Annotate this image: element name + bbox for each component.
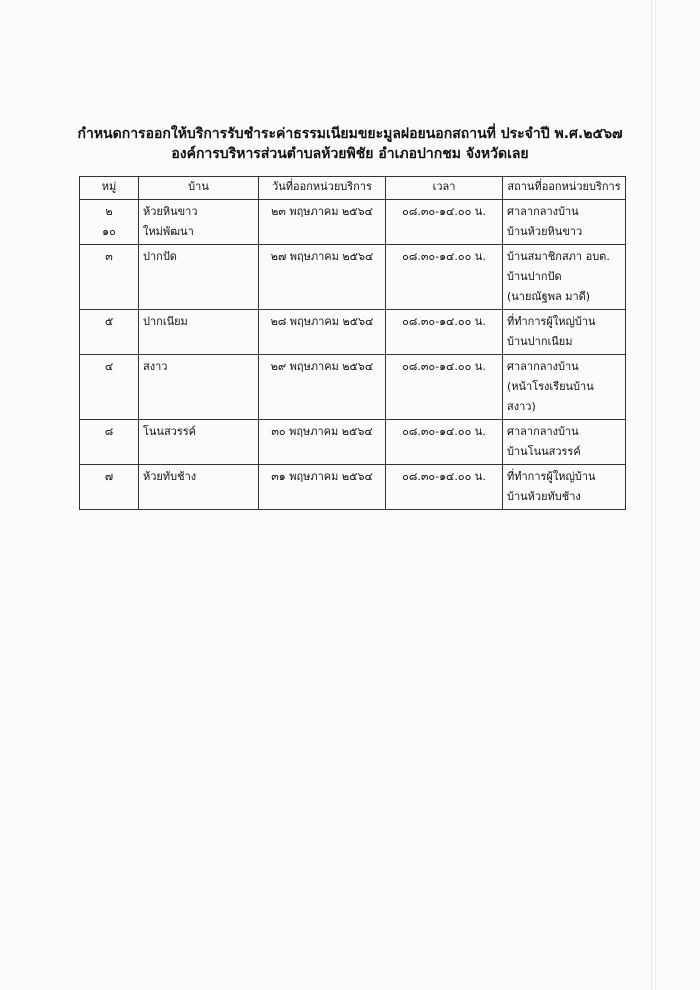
table-row (80, 420, 626, 465)
moo-value: ๗ (104, 470, 114, 483)
table-header-row (80, 177, 626, 200)
table-row (80, 245, 626, 310)
village-name: ห้วยทับช้าง (143, 470, 197, 483)
cell-time: ๐๘.๓๐-๑๔.๐๐ น. (386, 245, 503, 310)
place-line: บ้านห้วยทับช้าง (507, 490, 581, 503)
village-name: ห้วยหินขาว (143, 205, 198, 218)
cell-date: ๒๙ พฤษภาคม ๒๕๖๔ (259, 355, 386, 420)
table-row (80, 200, 626, 245)
cell-place (503, 310, 626, 355)
cell-place (503, 420, 626, 465)
village-name: ปากเนียม (143, 315, 188, 328)
table-row (80, 355, 626, 420)
header-village: บ้าน (139, 177, 259, 200)
place-line: บ้านปากเนียม (507, 335, 573, 348)
place-line: บ้านสมาชิกสภา อบต. (507, 250, 610, 263)
moo-value: ๘ (104, 425, 114, 438)
cell-time: ๐๘.๓๐-๑๔.๐๐ น. (386, 420, 503, 465)
document-subtitle: องค์การบริหารส่วนตำบลห้วยพิชัย อำเภอปากชม จังหวัดเลย (171, 146, 529, 162)
document-title: กำหนดการออกให้บริการรับชำระค่าธรรมเนียมขยะมูลฝอยนอกสถานที่ ประจำปี พ.ศ.๒๕๖๗ (77, 126, 623, 142)
moo-value: ๑๐ (102, 225, 116, 238)
cell-date: ๒๗ พฤษภาคม ๒๕๖๔ (259, 245, 386, 310)
village-name: โนนสวรรค์ (143, 425, 197, 438)
moo-value: ๔ (104, 360, 114, 373)
header-date: วันที่ออกหน่วยบริการ (259, 177, 386, 200)
place-line: ศาลากลางบ้าน (507, 360, 579, 373)
header-time: เวลา (386, 177, 503, 200)
schedule-table (79, 176, 626, 510)
place-line: บ้านปากปัด (507, 270, 562, 283)
cell-village (139, 420, 259, 465)
moo-value: ๒ (105, 205, 113, 218)
table-row (80, 465, 626, 510)
cell-place (503, 465, 626, 510)
cell-place (503, 245, 626, 310)
cell-date: ๓๐ พฤษภาคม ๒๕๖๔ (259, 420, 386, 465)
cell-village (139, 355, 259, 420)
cell-moo (80, 200, 139, 245)
village-name: ปากปัด (143, 250, 177, 263)
place-line: (หน้าโรงเรียนบ้านสงาว) (507, 380, 594, 413)
header-place: สถานที่ออกหน่วยบริการ (503, 177, 626, 200)
cell-moo (80, 355, 139, 420)
place-line: ศาลากลางบ้าน (507, 425, 579, 438)
cell-date: ๓๑ พฤษภาคม ๒๕๖๔ (259, 465, 386, 510)
place-line: (นายณัฐพล มาดี) (507, 290, 591, 303)
cell-date: ๒๓ พฤษภาคม ๒๕๖๔ (259, 200, 386, 245)
place-line: บ้านโนนสวรรค์ (507, 445, 581, 458)
cell-date: ๒๘ พฤษภาคม ๒๕๖๔ (259, 310, 386, 355)
cell-village (139, 200, 259, 245)
place-line: ที่ทำการผู้ใหญ่บ้าน (507, 315, 596, 328)
cell-village (139, 245, 259, 310)
cell-moo (80, 310, 139, 355)
moo-value: ๕ (104, 315, 114, 328)
cell-time: ๐๘.๓๐-๑๔.๐๐ น. (386, 200, 503, 245)
cell-moo (80, 245, 139, 310)
cell-place (503, 355, 626, 420)
village-name: สงาว (143, 360, 168, 373)
cell-place (503, 200, 626, 245)
cell-moo (80, 420, 139, 465)
place-line: ศาลากลางบ้าน (507, 205, 579, 218)
header-moo: หมู่ (80, 177, 139, 200)
cell-village (139, 465, 259, 510)
cell-time: ๐๘.๓๐-๑๔.๐๐ น. (386, 465, 503, 510)
place-line: บ้านห้วยหินขาว (507, 225, 583, 238)
moo-value: ๓ (105, 250, 113, 263)
cell-moo (80, 465, 139, 510)
cell-village (139, 310, 259, 355)
cell-time: ๐๘.๓๐-๑๔.๐๐ น. (386, 310, 503, 355)
place-line: ที่ทำการผู้ใหญ่บ้าน (507, 470, 596, 483)
table-row (80, 310, 626, 355)
cell-time: ๐๘.๓๐-๑๔.๐๐ น. (386, 355, 503, 420)
village-name: ใหม่พัฒนา (143, 225, 194, 238)
